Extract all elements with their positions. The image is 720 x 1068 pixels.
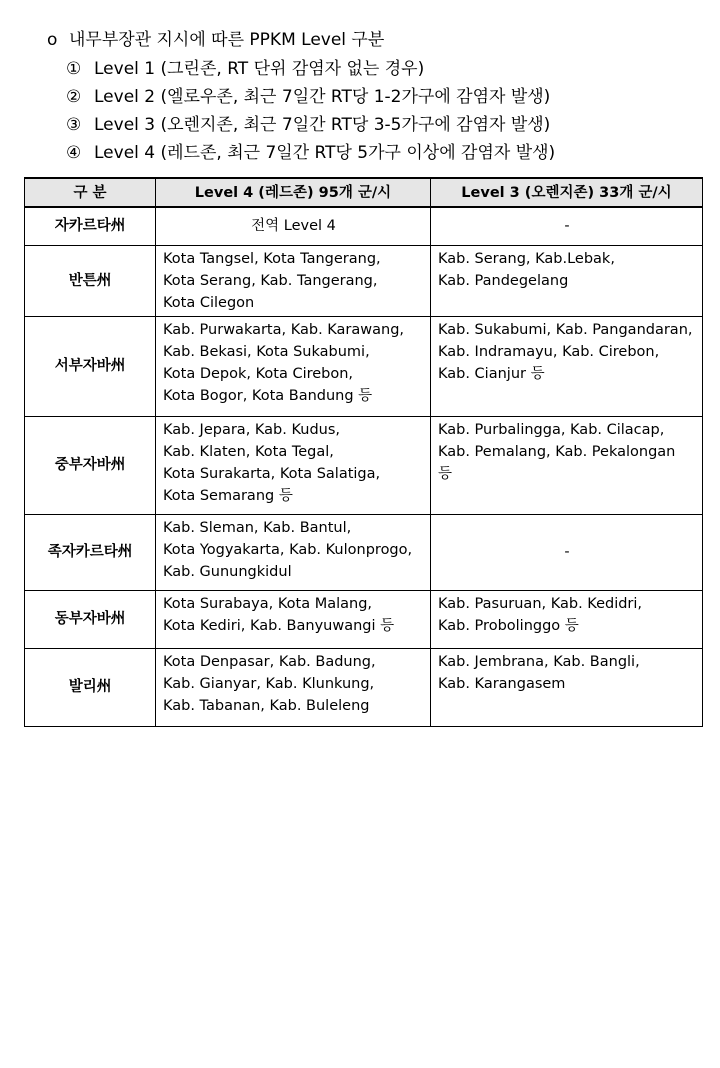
level4-area-line: Kab. Purwakarta, Kab. Karawang,: [163, 321, 405, 338]
level3-cell: [431, 514, 703, 590]
table-row: [25, 416, 703, 514]
level4-area-line: Kota Kediri, Kab. Banyuwangi 등: [163, 617, 395, 634]
level4-area-line: Kab. Bekasi, Kota Sukabumi,: [163, 343, 370, 360]
region-cell: 반튼州: [25, 245, 156, 316]
level4-area-line: Kota Serang, Kab. Tangerang,: [163, 272, 378, 289]
table-row: [25, 514, 703, 590]
level-description: Level 2 (엘로우존, 최근 7일간 RT당 1-2가구에 감염자 발생): [94, 87, 551, 107]
level3-area-line: -: [564, 544, 570, 560]
level-item-2: [66, 85, 550, 109]
level-number: ①: [66, 59, 82, 79]
level4-area-line: Kab. Gunungkidul: [163, 563, 292, 580]
level-description: Level 3 (오렌지존, 최근 7일간 RT당 3-5가구에 감염자 발생): [94, 115, 551, 135]
level3-area-line: Kab. Jembrana, Kab. Bangli,: [438, 653, 640, 670]
level3-area-line: Kab. Serang, Kab.Lebak,: [438, 250, 615, 267]
region-cell: 중부자바州: [25, 416, 156, 514]
level3-area-line: Kab. Probolinggo 등: [438, 617, 579, 634]
table-row: [25, 648, 703, 726]
level-number: ②: [66, 87, 82, 107]
level3-cell: [431, 245, 703, 316]
level-item-4: [66, 141, 555, 165]
level3-cell: [431, 590, 703, 648]
level-item-3: [66, 113, 550, 137]
level4-area-line: Kota Yogyakarta, Kab. Kulonprogo,: [163, 541, 413, 558]
region-cell: 발리州: [25, 648, 156, 726]
level4-area-line: Kota Cilegon: [163, 294, 255, 311]
level3-area-line: Kab. Cianjur 등: [438, 365, 545, 382]
level3-area-line: Kab. Pemalang, Kab. Pekalongan: [438, 443, 676, 460]
level4-area-line: 전역 Level 4: [251, 218, 336, 235]
heading-text: 내무부장관 지시에 따른 PPKM Level 구분: [69, 30, 385, 50]
level4-area-line: Kab. Tabanan, Kab. Buleleng: [163, 697, 370, 714]
level4-cell: [156, 207, 431, 245]
level3-area-line: Kab. Pasuruan, Kab. Kedidri,: [438, 595, 643, 612]
level4-cell: [156, 245, 431, 316]
level4-area-line: Kota Depok, Kota Cirebon,: [163, 365, 354, 382]
table-row: [25, 590, 703, 648]
level4-cell: [156, 416, 431, 514]
level4-area-line: Kab. Sleman, Kab. Bantul,: [163, 519, 352, 536]
level3-cell: [431, 648, 703, 726]
region-cell: 족자카르타州: [25, 514, 156, 590]
level4-cell: [156, 648, 431, 726]
level-description: Level 4 (레드존, 최근 7일간 RT당 5가구 이상에 감염자 발생): [94, 143, 556, 163]
level-item-1: [66, 57, 424, 81]
level4-area-line: Kab. Klaten, Kota Tegal,: [163, 443, 334, 460]
level4-area-line: Kota Semarang 등: [163, 487, 293, 504]
section-heading: [47, 28, 384, 52]
level4-area-line: Kab. Gianyar, Kab. Klunkung,: [163, 675, 375, 692]
level3-cell: [431, 207, 703, 245]
level3-cell: [431, 416, 703, 514]
table-row: [25, 207, 703, 245]
level3-area-line: Kab. Purbalingga, Kab. Cilacap,: [438, 421, 665, 438]
level3-area-line: Kab. Indramayu, Kab. Cirebon,: [438, 343, 660, 360]
region-cell: 서부자바州: [25, 316, 156, 416]
level4-cell: [156, 590, 431, 648]
header-level3: Level 3 (오렌지존) 33개 군/시: [431, 178, 703, 207]
table-row: [25, 316, 703, 416]
level-number: ③: [66, 115, 82, 135]
level3-area-line: Kab. Karangasem: [438, 675, 566, 692]
level4-area-line: Kota Denpasar, Kab. Badung,: [163, 653, 376, 670]
table-row: [25, 245, 703, 316]
level3-area-line: Kab. Sukabumi, Kab. Pangandaran,: [438, 321, 693, 338]
level4-area-line: Kota Bogor, Kota Bandung 등: [163, 387, 373, 404]
bullet-marker: o: [47, 30, 58, 50]
level4-area-line: Kab. Jepara, Kab. Kudus,: [163, 421, 341, 438]
region-cell: 자카르타州: [25, 207, 156, 245]
ppkm-level-table: [24, 177, 703, 727]
level-description: Level 1 (그린존, RT 단위 감염자 없는 경우): [94, 59, 425, 79]
level3-area-line: Kab. Pandegelang: [438, 272, 569, 289]
region-cell: 동부자바州: [25, 590, 156, 648]
level-number: ④: [66, 143, 82, 163]
level3-area-line: -: [564, 218, 570, 235]
header-region: 구 분: [25, 178, 156, 207]
table-header-row: [25, 178, 703, 207]
table-body: [25, 207, 703, 726]
level4-cell: [156, 316, 431, 416]
level4-area-line: Kota Surabaya, Kota Malang,: [163, 595, 373, 612]
level4-area-line: Kota Tangsel, Kota Tangerang,: [163, 250, 381, 267]
level4-area-line: Kota Surakarta, Kota Salatiga,: [163, 465, 381, 482]
level3-cell: [431, 316, 703, 416]
header-level4: Level 4 (레드존) 95개 군/시: [156, 178, 431, 207]
level4-cell: [156, 514, 431, 590]
level3-area-line: 등: [438, 465, 453, 482]
